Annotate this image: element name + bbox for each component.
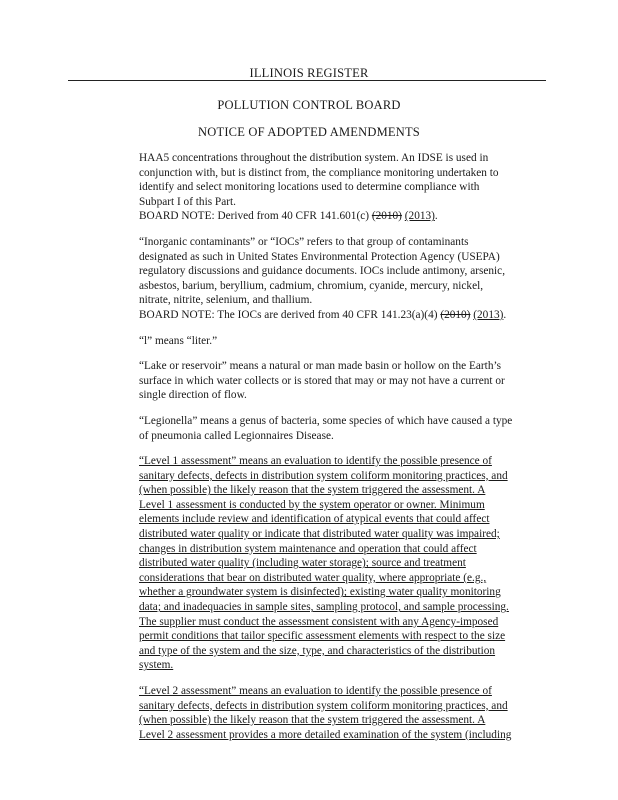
text-line: surface in which water collects or is stored that may or may not have a current or	[139, 374, 505, 387]
level2-paragraph	[139, 684, 531, 742]
text-line: considerations that bear on distributed water quality, where appropriate (e.g.,	[139, 571, 487, 584]
board-title: POLLUTION CONTROL BOARD	[217, 98, 401, 112]
text-line: nitrate, nitrite, selenium, and thallium.	[139, 294, 313, 307]
text-line: (when possible) the likely reason that the system triggered the assessment. A	[139, 714, 486, 727]
text-line: “Lake or reservoir” means a natural or man made basin or hollow on the Earth’s	[139, 360, 501, 373]
text-line: The supplier must conduct the assessment consistent with any Agency-imposed	[139, 615, 499, 628]
lake-paragraph	[139, 359, 531, 403]
text-line: (when possible) the likely reason that the system triggered the assessment. A	[139, 484, 486, 497]
punctuation: .	[434, 210, 438, 223]
added-text: (2013)	[473, 308, 504, 321]
text-line: elements include review and identification of atypical events that could affect	[139, 513, 490, 526]
text-line: distributed water quality or indicate that distributed water quality was impaired;	[139, 528, 500, 541]
text-line: permit conditions that tailor specific assessment elements with respect to the size	[139, 630, 506, 643]
deleted-text: (2010)	[440, 308, 471, 321]
text-line: data; and inadequacies in sample sites, sampling protocol, and sample processing.	[139, 601, 509, 614]
text-line: whether a groundwater system is disinfected); existing water quality monitoring	[139, 586, 501, 599]
board-note	[139, 209, 531, 224]
text-line: system.	[139, 659, 174, 672]
punctuation: .	[503, 308, 507, 321]
document-body	[139, 151, 531, 753]
text-line: “Level 2 assessment” means an evaluation to identify the possible presence of	[139, 685, 492, 697]
text-line: identify and select monitoring locations used to determine compliance with	[139, 181, 480, 194]
legionella-paragraph	[139, 414, 531, 443]
text-line: conjunction with, but is distinct from, the compliance monitoring undertaken to	[139, 166, 499, 179]
deleted-text: (2010)	[371, 210, 402, 223]
text-line: and type of the system and the size, type, and characteristics of the distribution	[139, 644, 496, 657]
text-line: sanitary defects, defects in distribution system coliform monitoring practices, and	[139, 699, 508, 712]
register-title: ILLINOIS REGISTER	[249, 66, 369, 80]
board-note-text: BOARD NOTE: Derived from 40 CFR 141.601(c)	[139, 210, 372, 223]
added-text: (2013)	[404, 210, 435, 223]
text-line: “l” means “liter.”	[139, 334, 218, 347]
liter-paragraph	[139, 334, 531, 349]
text-line: of pneumonia called Legionnaires Disease.	[139, 429, 334, 442]
board-note	[139, 308, 531, 323]
idse-paragraph	[139, 151, 531, 224]
text-line: Level 2 assessment provides a more detailed examination of the system (including	[139, 728, 512, 741]
text-line: Subpart I of this Part.	[139, 195, 236, 208]
text-line: sanitary defects, defects in distribution system coliform monitoring practices, and	[139, 469, 508, 482]
text-line: “Legionella” means a genus of bacteria, some species of which have caused a type	[139, 414, 513, 427]
text-line: designated as such in United States Environmental Protection Agency (USEPA)	[139, 250, 500, 263]
level1-paragraph	[139, 454, 531, 673]
board-note-text: BOARD NOTE: The IOCs are derived from 40 CFR 141.23(a)(4)	[139, 308, 441, 321]
text-line: regulatory discussions and guidance documents. IOCs include antimony, arsenic,	[139, 265, 506, 278]
text-line: distributed water quality (including water storage); source and treatment	[139, 557, 466, 570]
text-line: changes in distribution system maintenance and operation that could affect	[139, 542, 477, 555]
text-line: asbestos, barium, beryllium, cadmium, chromium, cyanide, mercury, nickel,	[139, 279, 484, 292]
text-line: HAA5 concentrations throughout the distribution system. An IDSE is used in	[139, 152, 489, 164]
text-line: single direction of flow.	[139, 389, 247, 402]
iocs-paragraph	[139, 235, 531, 323]
text-line: “Inorganic contaminants” or “IOCs” refers to that group of contaminants	[139, 235, 469, 248]
text-line: “Level 1 assessment” means an evaluation to identify the possible presence of	[139, 455, 492, 468]
text-line: Level 1 assessment is conducted by the system operator or owner. Minimum	[139, 498, 485, 511]
notice-title: NOTICE OF ADOPTED AMENDMENTS	[198, 125, 420, 139]
